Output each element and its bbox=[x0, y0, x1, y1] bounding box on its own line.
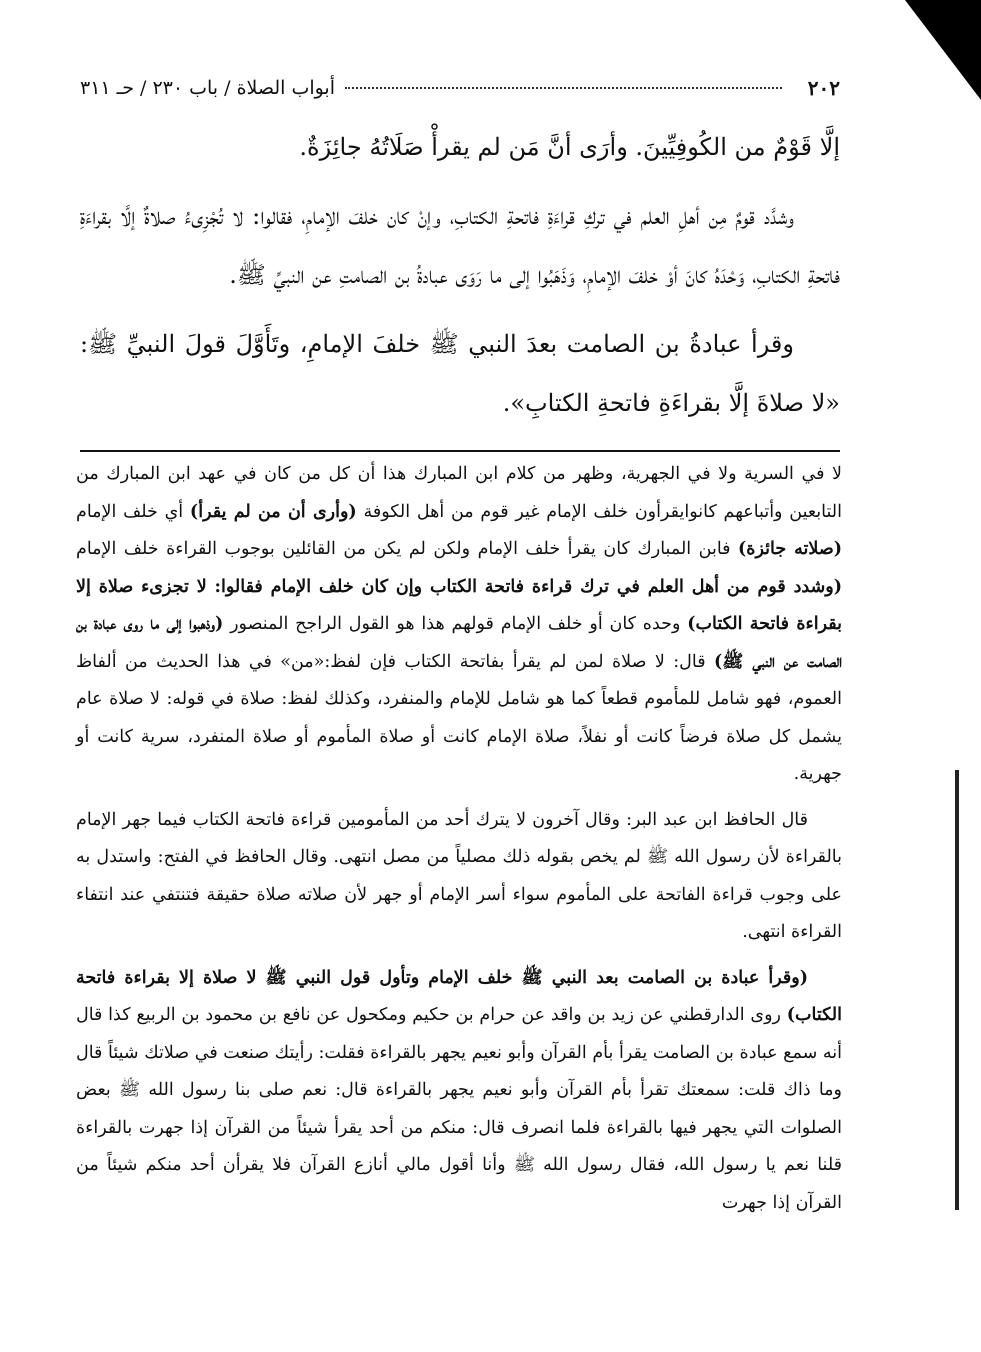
commentary-text: روى الدارقطني عن زيد بن واقد عن حرام بن حكيم ومكحول عن نافع بن محمود بن الربيع كذا قال أنه سمع عبادة بن الصامت يقرأ بأم القرآن وأبو نعيم يجهر بالقراءة فقلت: رأيتك صنعت في صلاتك شيئاً قال وما ذاك قلت: سمعتك تقرأ بأم القرآن وأبو نعيم يجهر بالقراءة قال: نعم صلى بنا رسول الله ﷺ بعض الصلوات التي يجهر فيها بالقراءة فلما انصرف قال: منكم من أحد يقرأ شيئاً من القرآن إذا جهرت بالقراءة قلنا نعم يا رسول الله، فقال رسول الله ﷺ وأنا أقول مالي أنازع القرآن فلا يقرأن أحد منكم شيئاً من القرآن إذا جهرت bbox=[76, 1005, 842, 1213]
commentary-text: وحده كان أو خلف الإمام قولهم هذا هو القول الراجح المنصور bbox=[230, 614, 681, 634]
quoted-text: (وأرى أن من لم يقرأ) bbox=[189, 501, 357, 522]
corner-mark bbox=[905, 0, 981, 100]
header-leader-dots bbox=[345, 87, 782, 89]
main-paragraph-1: إلَّا قَوْمٌ من الكُوفِيِّينَ. وأرَى أنَّ مَن لم يقرأْ صَلَاتُهُ جائِزَةٌ. bbox=[299, 133, 840, 161]
quoted-text: (وقرأ عبادة بن الصامت بعد النبي ﷺ خلف الإمام وتأول قول النبي ﷺ لا صلاة إلا بقراءة فاتحة الكتاب) bbox=[76, 967, 842, 1025]
commentary-text: لا في السرية ولا في الجهرية، وظهر من كلام ابن المبارك هذا أن كل من كان في عهد ابن المبارك من التابعين وأتباعهم كانوايقرأون خلف الإمام غير قوم من أهل الكوفة bbox=[76, 464, 842, 522]
page-number: ٢٠٢ bbox=[807, 76, 840, 100]
quoted-text: (وذهبوا إلى ما روى عبادة بن الصامت عن النبي ﷺ) bbox=[76, 614, 842, 672]
main-text bbox=[80, 118, 840, 443]
quoted-text: (وشدد قوم من أهل العلم في ترك قراءة فاتحة الكتاب وإن كان خلف الإمام فقالوا: لا تجزىء صلاة إلا بقراءة فاتحة الكتاب) bbox=[76, 576, 842, 634]
commentary bbox=[76, 456, 842, 1230]
scan-edge-line bbox=[955, 770, 959, 1210]
main-paragraph-2: وشدَّد قومٌ مِن أهلِ العلم في تركِ قراءَةِ فاتحةِ الكتابِ، وإنْ كان خلفَ الإمامِ، فقالوا: لا تُجْزِىءُ صلاةٌ إلَّا بقراءَةِ فاتحةِ الكتابِ، وَحْدَهُ كانَ أوْ خلفَ الإمامِ، وَذَهَبُوا إلى ما رَوَى عبادةُ بن الصامتِ عن النبيِّ ﷺ. bbox=[80, 202, 840, 289]
commentary-paragraph-1 bbox=[76, 456, 842, 794]
commentary-paragraph-2: قال الحافظ ابن عبد البر: وقال آخرون لا يترك أحد من المأمومين قراءة فاتحة الكتاب فيما جهر الإمام بالقراءة لأن رسول الله ﷺ لم يخص بقوله ذلك مصلياً من مصل انتهى. وقال الحافظ في الفتح: واستدل به على وجوب قراءة الفاتحة على المأموم سواء أسر الإمام أو جهر لأن صلاته صلاة حقيقة فتنتفي عند انتفاء القراءة انتهى. bbox=[76, 809, 842, 942]
commentary-text: أي خلف الإمام bbox=[76, 501, 184, 522]
page-header bbox=[80, 68, 840, 108]
commentary-paragraph-3 bbox=[76, 960, 842, 1223]
commentary-text: فابن المبارك كان يقرأ خلف الإمام ولكن لم يكن من القائلين بوجوب القراءة خلف الإمام bbox=[76, 539, 731, 559]
footnote-separator bbox=[80, 450, 840, 452]
commentary-text: قال: لا صلاة لمن لم يقرأ بفاتحة الكتاب فإن لفظ:«من» في هذا الحديث من ألفاظ العموم، فهو شامل للمأموم قطعاً كما هو شامل للإمام والمنفرد، وكذلك لفظ: صلاة في قوله: لا صلاة عام يشمل كل صلاة فرضاً كانت أو نفلاً، صلاة الإمام كانت أو صلاة المأموم أو صلاة المنفرد، سرية كانت أو جهرية. bbox=[76, 651, 842, 784]
running-title: أبواب الصلاة / باب ٢٣٠ / حـ ٣١١ bbox=[80, 77, 336, 99]
quoted-text: (صلاته جائزة) bbox=[738, 539, 842, 559]
main-paragraph-3: وقرأ عبادةُ بن الصامت بعدَ النبي ﷺ خلفَ الإمامِ، وتَأَوَّلَ قولَ النبيِّ ﷺ: «لا صلاةَ إلَّا بقراءَةِ فاتحةِ الكتابِ». bbox=[80, 330, 840, 417]
